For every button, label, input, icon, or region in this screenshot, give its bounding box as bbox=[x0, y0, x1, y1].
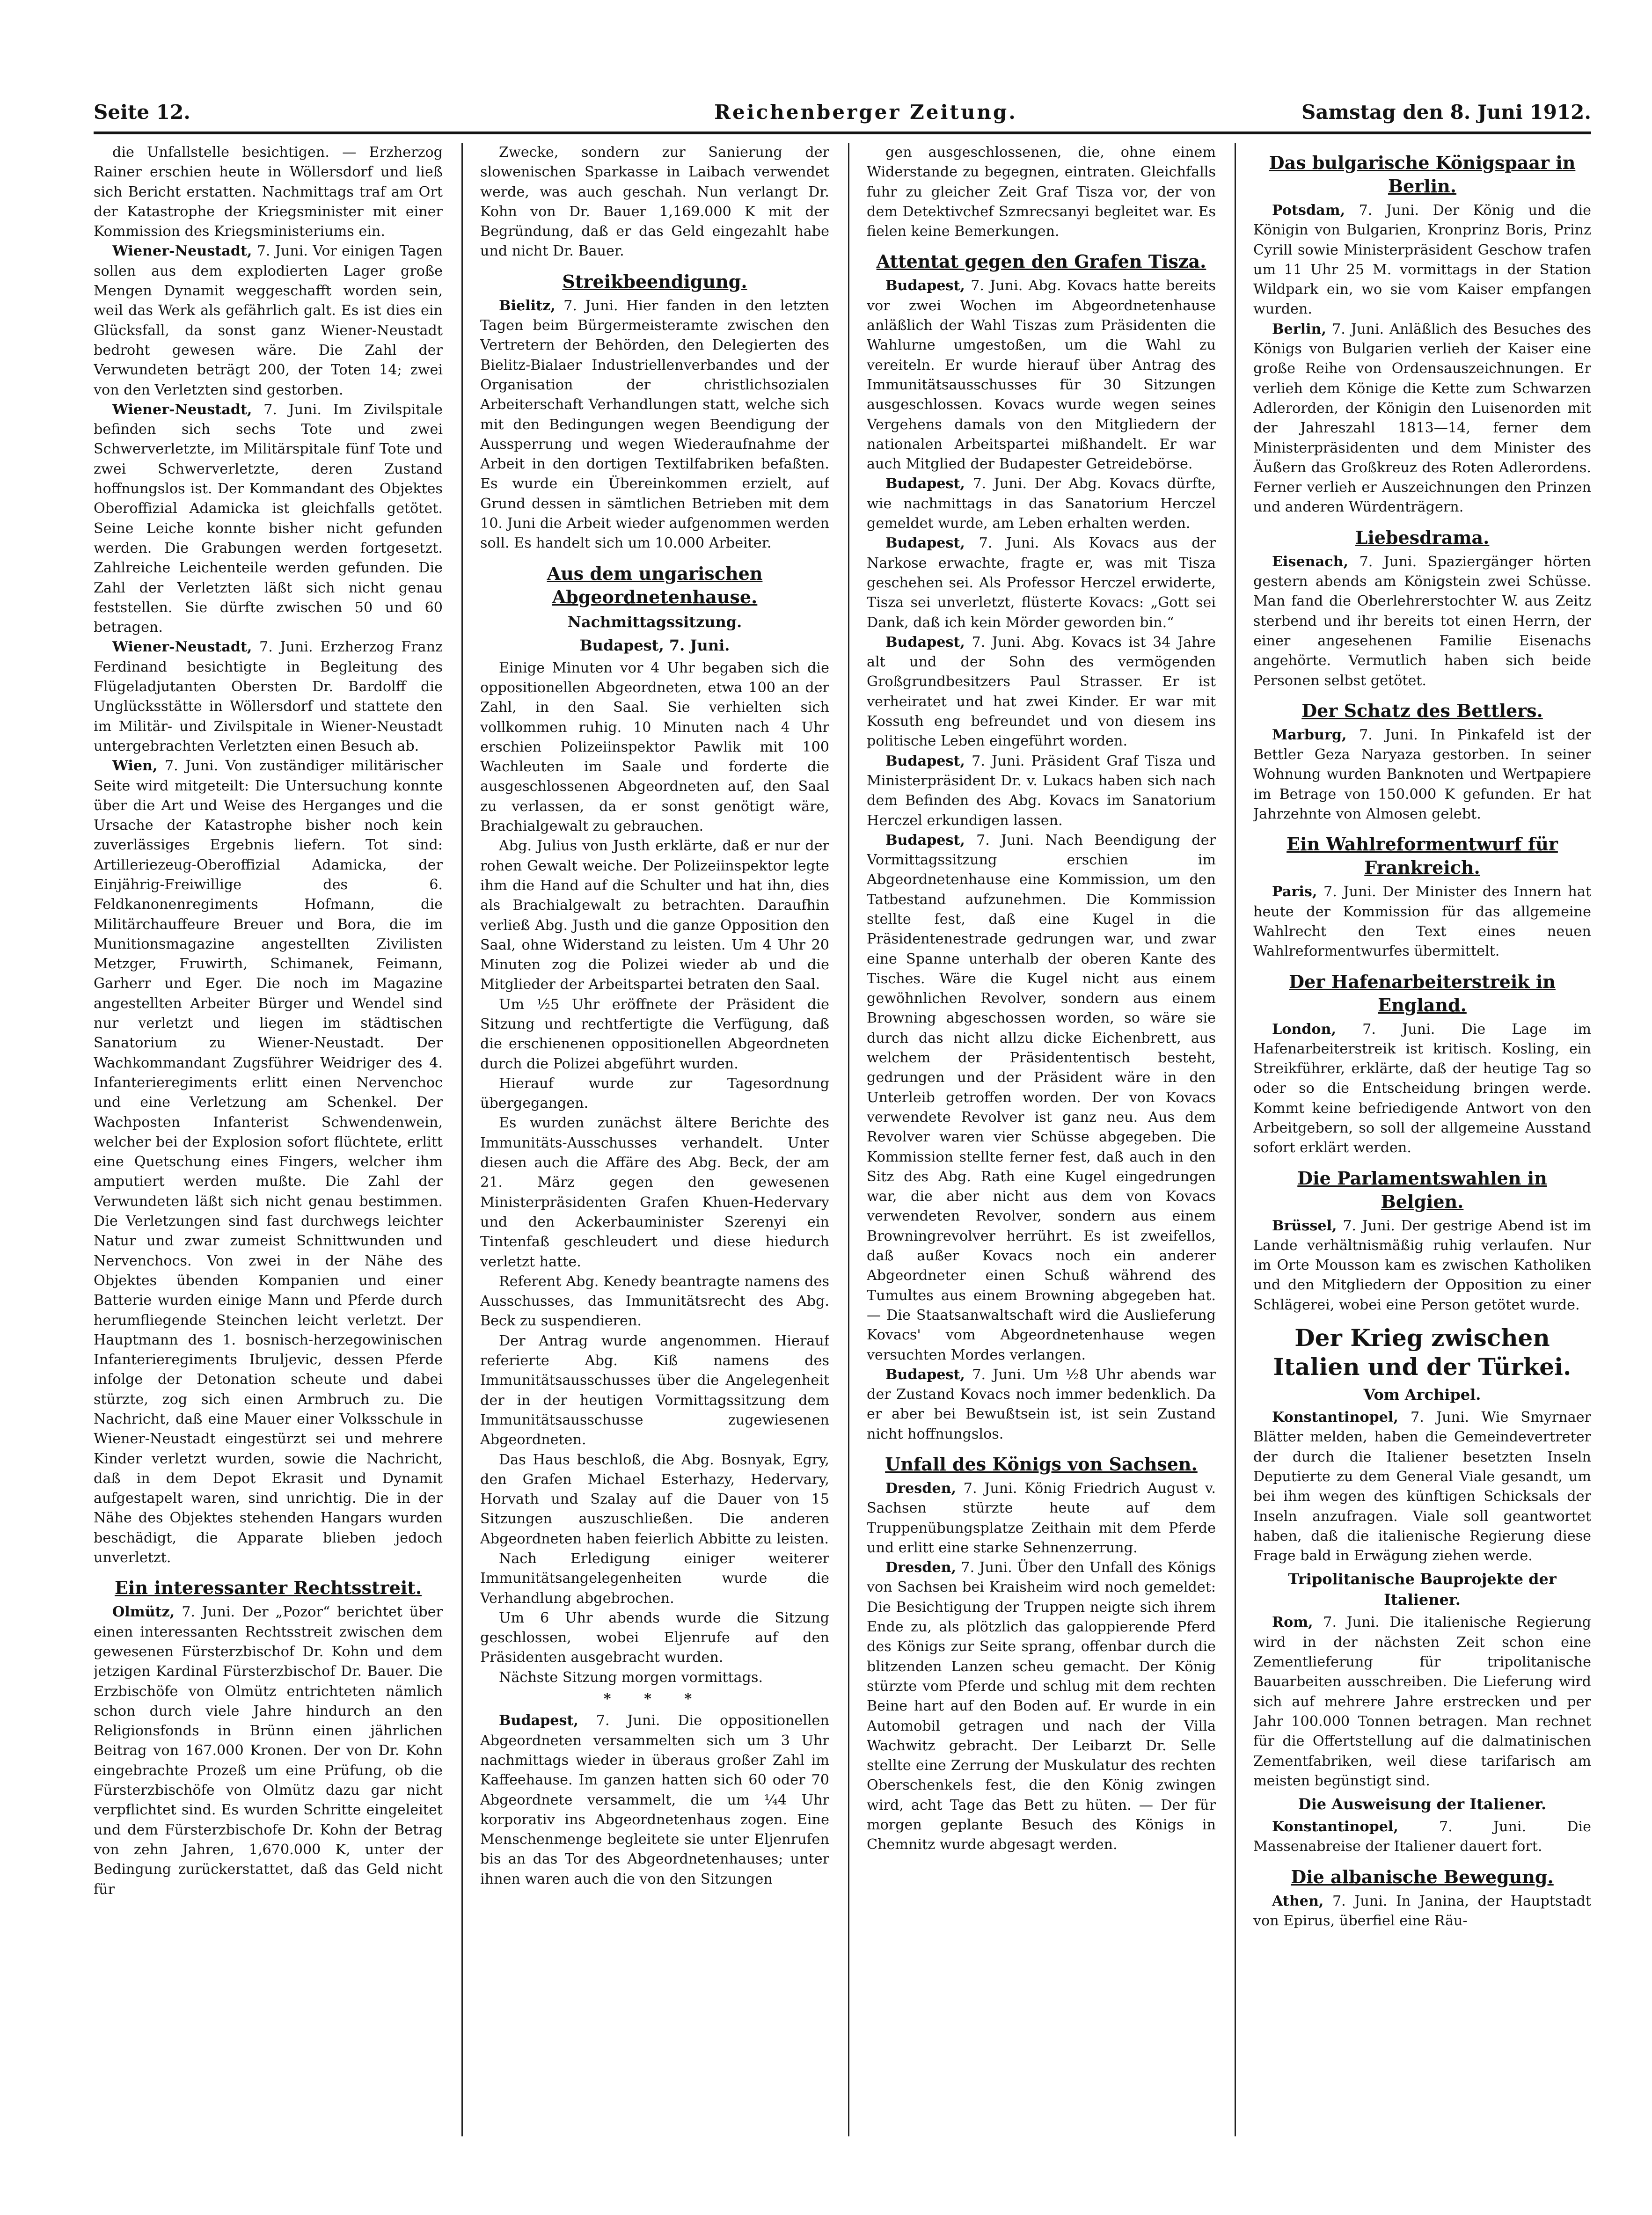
article-paragraph bbox=[1253, 725, 1591, 824]
paragraph-text: Es wurden zunächst ältere Berichte des Immunitäts-Ausschusses verhandelt. Unter diesen auch die Affäre des Abg. Beck, der am 21. März gegen den gewesenen Ministerpräsidenten Grafen Khuen-Hedervary und den Ackerbauminister Szerenyi ein Tintenfaß geschleudert und diese hiedurch verletzt hatte. bbox=[480, 1115, 829, 1270]
article-headline: Der Schatz des Bettlers. bbox=[1301, 700, 1543, 721]
article-paragraph bbox=[480, 836, 829, 994]
paragraph-text: Um ½5 Uhr eröffnete der Präsident die Sitzung und rechtfertigte die Verfügung, daß die erschienenen oppositionellen Abgeordneten durch die Polizei abgeführt wurden. bbox=[480, 996, 829, 1072]
dateline: Wiener-Neustadt, bbox=[112, 401, 252, 418]
column-1 bbox=[94, 143, 443, 2136]
paragraph-text: 7. Juni. Abg. Kovacs hatte bereits vor zwei Wochen im Abgeordnetenhause anläßlich der Wahl Tiszas zum Präsidenten die Wahlurne umgestoßen, um die Wahl zu vereiteln. Er wurde hierauf über Antrag des Immunitätsausschusses für 30 Sitzungen ausgeschlossen. Kovacs wurde wegen seines Vergehens damals von den Mitgliedern der nationalen Arbeitspartei mißhandelt. Er war auch Mitglied der Budapester Getreidebörse. bbox=[867, 278, 1216, 473]
article-paragraph bbox=[480, 1450, 829, 1549]
column-3 bbox=[867, 143, 1216, 2136]
paragraph-text: 7. Juni. Die Lage im Hafenarbeiterstreik ist kritisch. Kosling, ein Streikführer, erklärte, daß der heutige Tag so oder so die Entscheidung bringen werde. Kommt keine befriedigende Antwort von den Arbeitgebern, so soll der allgemeine Ausstand sofort erklärt werden. bbox=[1253, 1021, 1591, 1156]
article-headline: Ein Wahlreformentwurf für Frankreich. bbox=[1287, 833, 1558, 878]
dateline: Wien, bbox=[112, 758, 158, 775]
article-paragraph bbox=[867, 1558, 1216, 1855]
article-subhead: Nachmittagssitzung. bbox=[567, 613, 742, 631]
paragraph-text: Nach Erledigung einiger weiterer Immunitätsangelegenheiten wurde die Verhandlung abgebrochen. bbox=[480, 1550, 829, 1607]
article-paragraph bbox=[1253, 320, 1591, 518]
article-headline: Aus dem ungarischen Abgeordnetenhause. bbox=[547, 563, 763, 607]
column-divider bbox=[461, 143, 463, 2136]
dateline: Berlin, bbox=[1272, 321, 1327, 337]
paragraph-text: 7. Juni. König Friedrich August v. Sachsen stürzte heute auf dem Truppenübungsplatze Zeithain mit dem Pferde und erlitt eine starke Sehnenzerrung. bbox=[867, 1480, 1216, 1556]
dateline: London, bbox=[1272, 1021, 1337, 1038]
article-headline: Streikbeendigung. bbox=[562, 270, 747, 292]
header-rule bbox=[94, 132, 1591, 134]
article-paragraph bbox=[480, 1668, 829, 1688]
paragraph-text: 7. Juni. Im Zivilspitale befinden sich sechs Tote und zwei Schwerverletzte, im Militärspitale fünf Tote und zwei Schwerverletzte, deren Zustand hoffnungslos ist. Der Kommandant des Objektes Oberoffizial Adamicka ist gleichfalls getötet. Seine Leiche konnte bisher nicht gefunden werden. Die Grabungen werden fortgesetzt. Zahlreiche Leichenteile werden gefunden. Die Zahl der Verletzten läßt sich nicht genau feststellen. Sie dürfte zwischen 50 und 60 betragen. bbox=[94, 401, 443, 636]
paragraph-text: 7. Juni. In Janina, der Hauptstadt von Epirus, überfiel eine Räu- bbox=[1253, 1893, 1591, 1929]
dateline: Wiener-Neustadt, bbox=[112, 243, 252, 260]
paragraph-text: 7. Juni. Über den Unfall des Königs von Sachsen bei Kraisheim wird noch gemeldet: Die Besichtigung der Truppen neigte sich ihrem Ende zu, als plötzlich das galoppierende Pferd des Königs zur Seite sprang, offenbar durch die blitzenden Lanzen scheu gemacht. Der König stürzte vom Pferde und schlug mit dem rechten Beine hart auf den Boden auf. Er wurde in ein Automobil getragen und nach der Villa Wachwitz gebracht. Der Leibarzt Dr. Selle stellte eine Zerrung der Muskulatur des rechten Oberschenkels fest, die den König zwingen wird, acht Tage das Bett zu hüten. — Der für morgen geplante Besuch des Königs in Chemnitz wurde abgesagt werden. bbox=[867, 1559, 1216, 1853]
dateline: Brüssel, bbox=[1272, 1217, 1337, 1234]
paragraph-text: 7. Juni. Vor einigen Tagen sollen aus dem explodierten Lager große Mengen Dynamit weggeschafft worden sein, weil das Werk als gefährlich galt. Es ist dies ein Glücksfall, da sonst ganz Wiener-Neustadt bedroht gewesen wäre. Die Zahl der Verwundeten beträgt 200, der Toten 14; zwei von den Verletzten sind gestorben. bbox=[94, 243, 443, 398]
article-subhead: Vom Archipel. bbox=[1363, 1386, 1481, 1404]
paragraph-text: Zwecke, sondern zur Sanierung der slowenischen Sparkasse in Laibach verwendet werde, was auch geschah. Nun verlangt Dr. Kohn von Dr. Bauer 1,169.000 K mit der Begründung, daß er das Geld eingezahlt habe und nicht Dr. Bauer. bbox=[480, 144, 829, 260]
page-number: Seite 12. bbox=[94, 101, 190, 124]
article-headline: Ein interessanter Rechtsstreit. bbox=[114, 1577, 422, 1599]
paragraph-text: 7. Juni. Die oppositionellen Abgeordneten versammelten sich um 3 Uhr nachmittags wieder in überaus großer Zahl im Kaffeehause. Im ganzen hatten sich 60 oder 70 Abgeordnete versammelt, die um ¼4 Uhr korporativ ins Abgeordnetenhaus zogen. Eine Menschenmenge begleitete sie unter Eljenrufen bis an das Tor des Abgeordnetenhauses; unter ihnen waren auch die von den Sitzungen bbox=[480, 1712, 829, 1887]
article-headline: Unfall des Königs von Sachsen. bbox=[885, 1454, 1198, 1475]
article-paragraph bbox=[1253, 1613, 1591, 1791]
paragraph-text: 7. Juni. Als Kovacs aus der Narkose erwachte, fragte er, was mit Tisza geschehen sei. Als Professor Herczel erwiderte, Tisza sei unverletzt, flüsterte Kovacs: „Gott sei Dank, daß ich kein Mörder geworden bin.“ bbox=[867, 535, 1216, 631]
issue-date: Samstag den 8. Juni 1912. bbox=[1301, 101, 1591, 124]
dateline: Eisenach, bbox=[1272, 553, 1349, 570]
dateline: Budapest, bbox=[885, 753, 965, 769]
paragraph-text: 7. Juni. Der Abg. Kovacs dürfte, wie nachmittags in das Sanatorium Herczel gemeldet wurde, am Leben erhalten werden. bbox=[867, 475, 1216, 532]
paragraph-text: die Unfallstelle besichtigen. — Erzherzog Rainer erschien heute in Wöllersdorf und ließ sich Bericht erstatten. Nachmittags traf am Ort der Katastrophe der Kriegsminister mit einer Kommission des Kriegsministeriums ein. bbox=[94, 144, 443, 240]
article-paragraph bbox=[94, 143, 443, 241]
article-paragraph bbox=[1253, 1892, 1591, 1931]
column-divider bbox=[1235, 143, 1236, 2136]
article-paragraph bbox=[480, 1549, 829, 1608]
article-paragraph bbox=[480, 1272, 829, 1331]
article-paragraph bbox=[867, 831, 1216, 1365]
paragraph-text: 7. Juni. Erzherzog Franz Ferdinand besichtigte in Begleitung des Flügeladjutanten Obersten Dr. Bardolff die Unglücksstätte in Wöllersdorf und stattete den im Militär- und Zivilspitale in Wiener-Neustadt untergebrachten Verletzten einen Besuch ab. bbox=[94, 639, 443, 754]
article-paragraph bbox=[867, 633, 1216, 752]
dateline: Budapest, bbox=[885, 535, 965, 552]
article-paragraph bbox=[480, 1331, 829, 1450]
dateline: Budapest, bbox=[885, 475, 965, 492]
dateline: Dresden, bbox=[885, 1559, 957, 1576]
dateline: Bielitz, bbox=[499, 297, 556, 314]
article-headline: Die Parlamentswahlen in Belgien. bbox=[1297, 1167, 1547, 1212]
article-paragraph bbox=[867, 752, 1216, 831]
article-headline: Das bulgarische Königspaar in Berlin. bbox=[1269, 152, 1576, 197]
dateline: Wiener-Neustadt, bbox=[112, 639, 252, 656]
paragraph-text: Nächste Sitzung morgen vormittags. bbox=[499, 1669, 763, 1686]
article-paragraph bbox=[480, 1608, 829, 1668]
article-paragraph bbox=[1253, 1408, 1591, 1566]
article-paragraph bbox=[480, 995, 829, 1074]
column-4 bbox=[1253, 143, 1591, 2136]
paragraph-text: 7. Juni. Der Minister des Innern hat heute der Kommission für das allgemeine Wahlrecht den Text eines neuen Wahlreformentwurfes übermittelt. bbox=[1253, 884, 1591, 960]
paragraph-text: 7. Juni. Der „Pozor“ berichtet über einen interessanten Rechtsstreit zwischen dem gewesenen Fürsterzbischof Dr. Kohn und dem jetzigen Kardinal Fürsterzbischof Dr. Bauer. Die Erzbischöfe von Olmütz entrichteten nämlich schon durch viele Jahre hindurch an den Religionsfonds in Brünn einen jährlichen Beitrag von 167.000 Kronen. Der von Dr. Kohn eingebrachte Prozeß um eine Prüfung, ob die Fürsterzbischöfe von Olmütz dazu gar nicht verpflichtet sind. Es wurden Schritte eingeleitet und dem Fürsterzbischofe Dr. Kohn der Betrag von zehn Jahren, 1,670.000 K, unter der Bedingung zurückerstattet, daß das Geld nicht für bbox=[94, 1604, 443, 1898]
dateline: Athen, bbox=[1272, 1893, 1324, 1909]
article-paragraph bbox=[867, 143, 1216, 241]
article-paragraph bbox=[94, 756, 443, 1568]
paragraph-text: Hierauf wurde zur Tagesordnung übergegangen. bbox=[480, 1075, 829, 1112]
paragraph-text: Abg. Julius von Justh erklärte, daß er nur der rohen Gewalt weiche. Der Polizeiinspektor legte ihm die Hand auf die Schulter und hat ihn, dies als Brachialgewalt zu betrachten. Daraufhin verließ Abg. Justh und die ganze Opposition den Saal, ohne Widerstand zu leisten. Um 4 Uhr 20 Minuten zog die Polizei wieder ab und die Mitglieder der Arbeitspartei betraten den Saal. bbox=[480, 838, 829, 993]
article-headline: Die albanische Bewegung. bbox=[1291, 1866, 1554, 1887]
paragraph-text: 7. Juni. Die italienische Regierung wird in der nächsten Zeit schon eine Zementlieferung für tripolitanische Bauarbeiten ausschreiben. Die Lieferung wird sich auf mehrere Jahre erstrecken und per Jahr 100.000 Tonnen betragen. Man rechnet für die Offertstellung auf die dalmatinischen Zementfabriken, weil diese tarifarisch am meisten begünstigt sind. bbox=[1253, 1614, 1591, 1789]
article-paragraph bbox=[1253, 1817, 1591, 1857]
paragraph-text: 7. Juni. Der gestrige Abend ist im Lande verhältnismäßig ruhig verlaufen. Nur im Orte Mousson kam es zwischen Katholiken und den Mitgliedern der Opposition zu einer Schlägerei, wobei eine Person getötet wurde. bbox=[1253, 1217, 1591, 1313]
article-paragraph bbox=[867, 534, 1216, 632]
article-paragraph bbox=[867, 474, 1216, 534]
dateline: Potsdam, bbox=[1272, 202, 1345, 219]
paragraph-text: 7. Juni. Nach Beendigung der Vormittagssitzung erschien im Abgeordnetenhause eine Kommission, um den Tatbestand aufzunehmen. Die Kommission stellte fest, daß eine Kugel in die Präsidentenestrade gedrungen war, und zwar eine Spanne unterhalb der oberen Kante des Tisches. Wäre die Kugel nicht aus einem gewöhnlichen Revolver, sondern aus einem Browning abgeschossen worden, so wäre sie durch das nicht allzu dicke Eichenbrett, aus welchem der Präsidententisch besteht, gedrungen und der Präsident wäre in den Unterleib getroffen worden. Der von Kovacs verwendete Revolver ist ganz neu. Aus dem Revolver waren vier Schüsse abgegeben. Die Kommission stellte ferner fest, daß auch in den Sitz des Abg. Rath eine Kugel eingedrungen war, die aber nicht aus dem von Kovacs verwendeten Revolver, sondern aus einem Browningrevolver herrührt. Es ist zweifellos, daß außer Kovacs noch ein anderer Abgeordneter einen Schuß während des Tumultes aus einem Browning abgegeben hat. — Die Staatsanwaltschaft wird die Auslieferung Kovacs' vom Abgeordnetenhause wegen versuchten Mordes verlangen. bbox=[867, 832, 1216, 1363]
dateline: Marburg, bbox=[1272, 726, 1347, 743]
article-paragraph bbox=[1253, 201, 1591, 320]
dateline: Konstantinopel, bbox=[1272, 1409, 1398, 1426]
article-paragraph bbox=[94, 1602, 443, 1899]
article-paragraph bbox=[94, 241, 443, 400]
column-divider bbox=[848, 143, 849, 2136]
paragraph-text: 7. Juni. Wie Smyrnaer Blätter melden, haben die Gemeindevertreter der durch die Italiener besetzten Inseln Deputierte zu dem General Viale gesandt, um bei ihm wegen des künftigen Schicksals der Inseln anzufragen. Viale soll geantwortet haben, daß die italienische Regierung diese Frage bald in Erwägung ziehen werde. bbox=[1253, 1409, 1591, 1564]
article-headline: Liebesdrama. bbox=[1355, 526, 1490, 548]
article-paragraph bbox=[94, 637, 443, 756]
paragraph-text: 7. Juni. Der König und die Königin von Bulgarien, Kronprinz Boris, Prinz Cyrill sowie Ministerpräsident Geschow trafen um 11 Uhr 25 M. vormittags in der Station Wildpark ein, wo sie vom Kaiser empfangen wurden. bbox=[1253, 202, 1591, 318]
dateline: Budapest, bbox=[885, 832, 965, 848]
article-paragraph bbox=[867, 276, 1216, 474]
column-2 bbox=[480, 143, 829, 2136]
article-paragraph bbox=[1253, 552, 1591, 691]
dateline: Budapest, bbox=[885, 634, 965, 651]
article-paragraph bbox=[867, 1479, 1216, 1558]
section-headline: Der Krieg zwischen Italien und der Türkei. bbox=[1273, 1324, 1572, 1381]
article-paragraph bbox=[480, 143, 829, 262]
dateline: Budapest, bbox=[885, 1366, 965, 1383]
dateline: Budapest, bbox=[499, 1712, 578, 1729]
article-paragraph bbox=[480, 658, 829, 837]
article-subhead: Die Ausweisung der Italiener. bbox=[1298, 1795, 1547, 1813]
paragraph-text: Einige Minuten vor 4 Uhr begaben sich die oppositionellen Abgeordneten, etwa 100 an der Zahl, in den Saal. Sie verhielten sich vollkommen ruhig. 10 Minuten nach 4 Uhr erschien Polizeiinspektor Pawlik mit 100 Wachleuten im Saale und forderte die ausgeschlossenen Abgeordneten auf, den Saal zu verlassen, da er sonst genötigt wäre, Brachialgewalt zu gebrauchen. bbox=[480, 659, 829, 835]
article-paragraph bbox=[480, 1113, 829, 1272]
paragraph-text: Das Haus beschloß, die Abg. Bosnyak, Egry, den Grafen Michael Esterhazy, Hedervary, Horvath und Szalay auf die Dauer von 15 Sitzungen auszuschließen. Die anderen Abgeordneten haben feierlich Abbitte zu leisten. bbox=[480, 1451, 829, 1547]
paragraph-text: 7. Juni. Von zuständiger militärischer Seite wird mitgeteilt: Die Untersuchung konnte über die Art und Weise des Herganges und die Ursache der Katastrophe bisher noch kein zuverlässiges Ergebnis liefern. Tot sind: Artilleriezeug-Oberoffizial Adamicka, der Einjährig-Freiwillige des 6. Feldkanonenregiments Hofmann, die Militärchauffeure Breuer und Bora, die im Munitionsmagazine angestellten Zivilisten Metzger, Fruwirth, Schimanek, Feimann, Garherr und Eger. Die noch im Magazine angestellten Arbeiter Bürger und Wendel sind nur verletzt und liegen im städtischen Sanatorium zu Wiener-Neustadt. Der Wachkommandant Zugsführer Weidriger des 4. Infanterieregiments erlitt einen Nervenchoc und eine Verletzung am Schenkel. Der Wachposten Infanterist Schwendenwein, welcher bei der Explosion sofort flüchtete, erlitt eine Quetschung eines Fingers, welcher ihm amputiert werden mußte. Die Zahl der Verwundeten läßt sich nicht genau bestimmen. Die Verletzungen sind fast durchwegs leichter Natur und zwar zumeist Schnittwunden und Nervenchocs. Von zwei in der Nähe des Objektes übenden Kompanien und einer Batterie wurden einige Mann und Pferde durch herumfliegende Steinchen leicht verletzt. Der Hauptmann des 1. bosnisch-herzegowinischen Infanterieregiments Ibruljevic, dessen Pferde infolge der Detonation scheute und dabei stürzte, zog sich einen Armbruch zu. Die Nachricht, daß eine Mauer einer Volksschule in Wiener-Neustadt eingestürzt sei und mehrere Kinder verletzt wurden, sowie die Nachricht, daß in dem Depot Ekrasit und Dynamit aufgestapelt waren, sind unrichtig. Die in der Nähe des Objektes stehenden Hangars wurden beschädigt, die Apparate blieben jedoch unverletzt. bbox=[94, 758, 443, 1566]
paragraph-text: Referent Abg. Kenedy beantragte namens des Ausschusses, das Immunitätsrecht des Abg. Beck zu suspendieren. bbox=[480, 1273, 829, 1330]
dateline: Konstantinopel, bbox=[1272, 1819, 1398, 1835]
dateline: Budapest, bbox=[885, 278, 965, 294]
paragraph-text: 7. Juni. Abg. Kovacs ist 34 Jahre alt und der Sohn des vermögenden Großgrundbesitzers Paul Strasser. Er ist verheiratet und hat zwei Kinder. Er war mit Kossuth eng befreundet und von diesem ins politische Leben eingeführt worden. bbox=[867, 634, 1216, 750]
article-subhead: Budapest, 7. Juni. bbox=[579, 636, 730, 654]
paragraph-text: 7. Juni. Präsident Graf Tisza und Ministerpräsident Dr. v. Lukacs haben sich nach dem Befinden des Abg. Kovacs im Sanatorium Herczel erkundigen lassen. bbox=[867, 753, 1216, 829]
paragraph-text: 7. Juni. Die Massenabreise der Italiener dauert fort. bbox=[1253, 1819, 1591, 1855]
article-paragraph bbox=[1253, 1216, 1591, 1315]
article-paragraph bbox=[480, 1711, 829, 1889]
newspaper-title: Reichenberger Zeitung. bbox=[714, 101, 1017, 124]
dateline: Paris, bbox=[1272, 884, 1317, 900]
paragraph-text: 7. Juni. Anläßlich des Besuches des Königs von Bulgarien verlieh der Kaiser eine große Reihe von Ordensauszeichnungen. Er verlieh dem Könige die Kette zum Schwarzen Adlerorden, der Königin den Luisenorden mit der Jahreszahl 1813—14, ferner dem Ministerpräsidenten und dem Minister des Äußern das Großkreuz des Roten Adlerordens. Ferner verlieh er Auszeichnungen den Prinzen und anderen Würdenträgern. bbox=[1253, 321, 1591, 516]
dateline: Olmütz, bbox=[112, 1604, 175, 1621]
paragraph-text: Der Antrag wurde angenommen. Hierauf referierte Abg. Kiß namens des Immunitätsausschusses über die Angelegenheit der in der heutigen Vormittagssitzung dem Immunitätsausschusse zugewiesenen Abgeordneten. bbox=[480, 1332, 829, 1448]
paragraph-text: 7. Juni. In Pinkafeld ist der Bettler Geza Naryaza gestorben. In seiner Wohnung wurden Banknoten und Wertpapiere im Betrage von 150.000 K gefunden. Er hat Jahrzehnte von Almosen gelebt. bbox=[1253, 726, 1591, 823]
paragraph-text: Um 6 Uhr abends wurde die Sitzung geschlossen, wobei Eljenrufe auf den Präsidenten ausgebracht wurden. bbox=[480, 1609, 829, 1666]
newspaper-page bbox=[94, 101, 1591, 2146]
article-paragraph bbox=[94, 400, 443, 638]
section-separator: * * * bbox=[603, 1691, 706, 1708]
article-paragraph bbox=[480, 1074, 829, 1114]
paragraph-text: 7. Juni. Um ½8 Uhr abends war der Zustand Kovacs noch immer bedenklich. Da er aber bei Bewußtsein ist, ist sein Zustand nicht hoffnungslos. bbox=[867, 1366, 1216, 1442]
article-paragraph bbox=[867, 1365, 1216, 1444]
dateline: Rom, bbox=[1272, 1614, 1313, 1631]
paragraph-text: 7. Juni. Hier fanden in den letzten Tagen beim Bürgermeisteramte zwischen den Vertretern der Behörden, den Delegierten des Bielitz-Bialaer Industriellenverbandes und der Organisation der christlichsozialen Arbeiterschaft Verhandlungen statt, welche sich mit den Bedingungen wegen Beendigung der Aussperrung und wegen Wiederaufnahme der Arbeit in den dortigen Textilfabriken befaßten. Es wurde ein Übereinkommen erzielt, auf Grund dessen in sämtlichen Betrieben mit dem 10. Juni die Arbeit wieder aufgenommen werden soll. Es handelt sich um 10.000 Arbeiter. bbox=[480, 297, 829, 552]
paragraph-text: gen ausgeschlossenen, die, ohne einem Widerstande zu begegnen, eintraten. Gleichfalls fuhr zu gleicher Zeit Graf Tisza vor, der von dem Detektivchef Szmrecsanyi begleitet war. Es fielen keine Bemerkungen. bbox=[867, 144, 1216, 240]
article-paragraph bbox=[1253, 882, 1591, 961]
page-header bbox=[94, 101, 1591, 133]
article-subhead: Tripolitanische Bauprojekte der Italiener. bbox=[1288, 1570, 1557, 1609]
paragraph-text: 7. Juni. Spaziergänger hörten gestern abends am Königstein zwei Schüsse. Man fand die Oberlehrerstochter W. aus Zeitz sterbend und ihr bereits tot einen Herrn, der einer angesehenen Familie Eisenachs angehörte. Vermutlich haben sich beide Personen selbst getötet. bbox=[1253, 553, 1591, 689]
article-headline: Der Hafenarbeiterstreik in England. bbox=[1289, 971, 1556, 1016]
dateline: Dresden, bbox=[885, 1480, 957, 1497]
article-paragraph bbox=[480, 296, 829, 554]
article-paragraph bbox=[1253, 1020, 1591, 1158]
article-headline: Attentat gegen den Grafen Tisza. bbox=[876, 251, 1206, 272]
